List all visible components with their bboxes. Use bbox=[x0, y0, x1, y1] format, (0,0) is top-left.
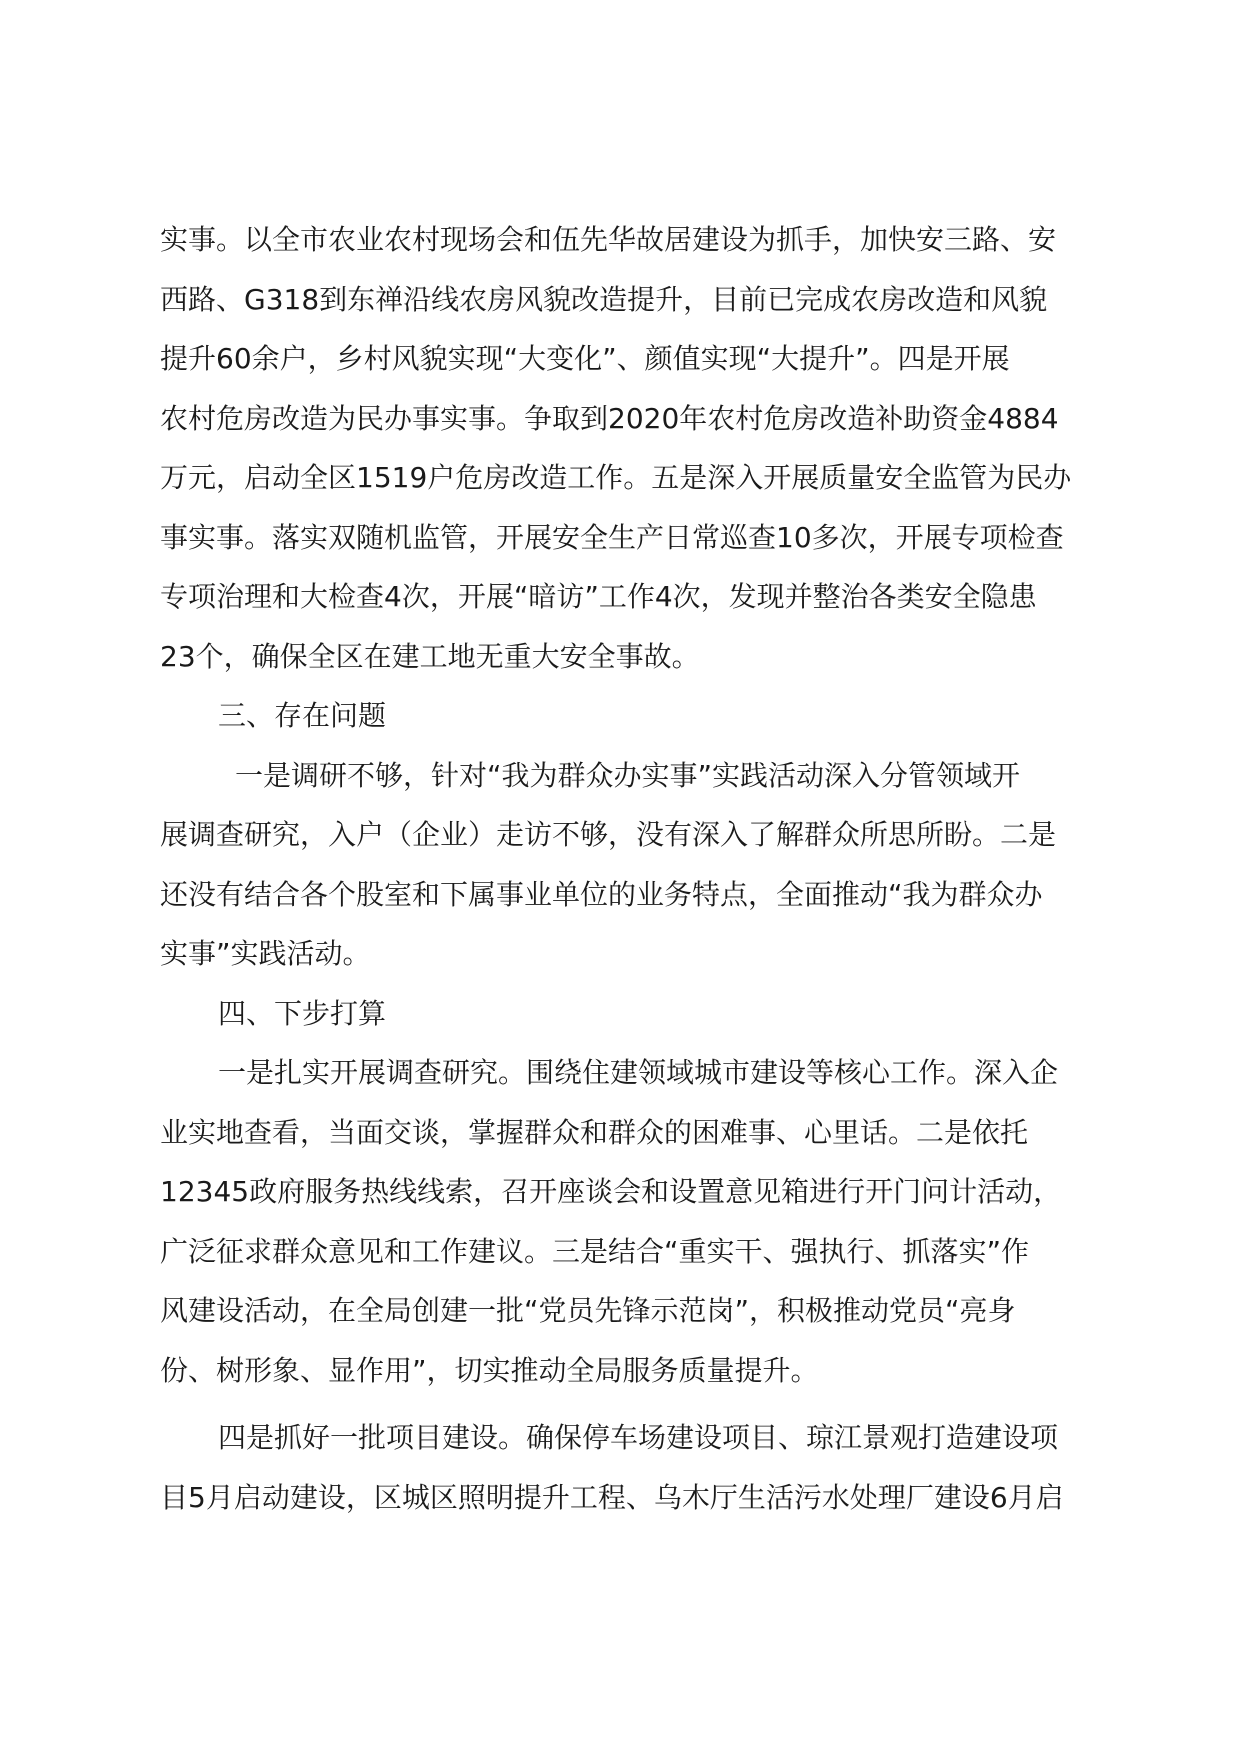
body-line: 一是扎实开展调查研究。围绕住建领域城市建设等核心工作。深入企 bbox=[218, 1056, 1059, 1089]
body-line: 业实地查看，当面交谈，掌握群众和群众的困难事、心里话。二是依托 bbox=[160, 1115, 1029, 1149]
section-heading-next-steps: 四、下步打算 bbox=[218, 996, 387, 1030]
body-line: 西路、G318到东禅沿线农房风貌改造提升，目前已完成农房改造和风貌 bbox=[160, 282, 1048, 316]
body-line: 广泛征求群众意见和工作建议。三是结合“重实干、强执行、抓落实”作 bbox=[160, 1234, 1030, 1268]
body-line: 四是抓好一批项目建设。确保停车场建设项目、琼江景观打造建设项 bbox=[218, 1421, 1059, 1454]
body-line: 目5月启动建设，区城区照明提升工程、乌木厅生活污水处理厂建设6月启 bbox=[160, 1480, 1064, 1514]
body-line: 事实事。落实双随机监管，开展安全生产日常巡查10多次，开展专项检查 bbox=[160, 520, 1064, 554]
body-line: 提升60余户，乡村风貌实现“大变化”、颜值实现“大提升”。四是开展 bbox=[160, 342, 1010, 375]
body-line: 展调查研究，入户（企业）走访不够，没有深入了解群众所思所盼。二是 bbox=[160, 818, 1057, 851]
document-page bbox=[160, 222, 1115, 1539]
body-line: 23个，确保全区在建工地无重大安全事故。 bbox=[160, 639, 700, 673]
body-line: 还没有结合各个股室和下属事业单位的业务特点，全面推动“我为群众办 bbox=[160, 877, 1043, 911]
body-line: 专项治理和大检查4次，开展“暗访”工作4次，发现并整治各类安全隐患 bbox=[160, 580, 1037, 613]
body-line: 实事。以全市农业农村现场会和伍先华故居建设为抓手，加快安三路、安 bbox=[160, 223, 1057, 256]
body-line: 风建设活动，在全局创建一批“党员先锋示范岗”，积极推动党员“亮身 bbox=[160, 1294, 1016, 1327]
body-line: 12345政府服务热线线索，召开座谈会和设置意见箱进行开门问计活动， bbox=[160, 1175, 1062, 1208]
body-line: 万元，启动全区1519户危房改造工作。五是深入开展质量安全监管为民办 bbox=[160, 461, 1072, 494]
body-line: 一是调研不够，针对“我为群众办实事”实践活动深入分管领域开 bbox=[235, 758, 1021, 792]
body-line: 实事”实践活动。 bbox=[160, 937, 371, 970]
body-line: 份、树形象、显作用”，切实推动全局服务质量提升。 bbox=[160, 1353, 819, 1387]
section-heading-problems: 三、存在问题 bbox=[218, 699, 387, 732]
paragraph-gap bbox=[160, 1412, 1115, 1420]
body-line: 农村危房改造为民办事实事。争取到2020年农村危房改造补助资金4884 bbox=[160, 401, 1059, 435]
